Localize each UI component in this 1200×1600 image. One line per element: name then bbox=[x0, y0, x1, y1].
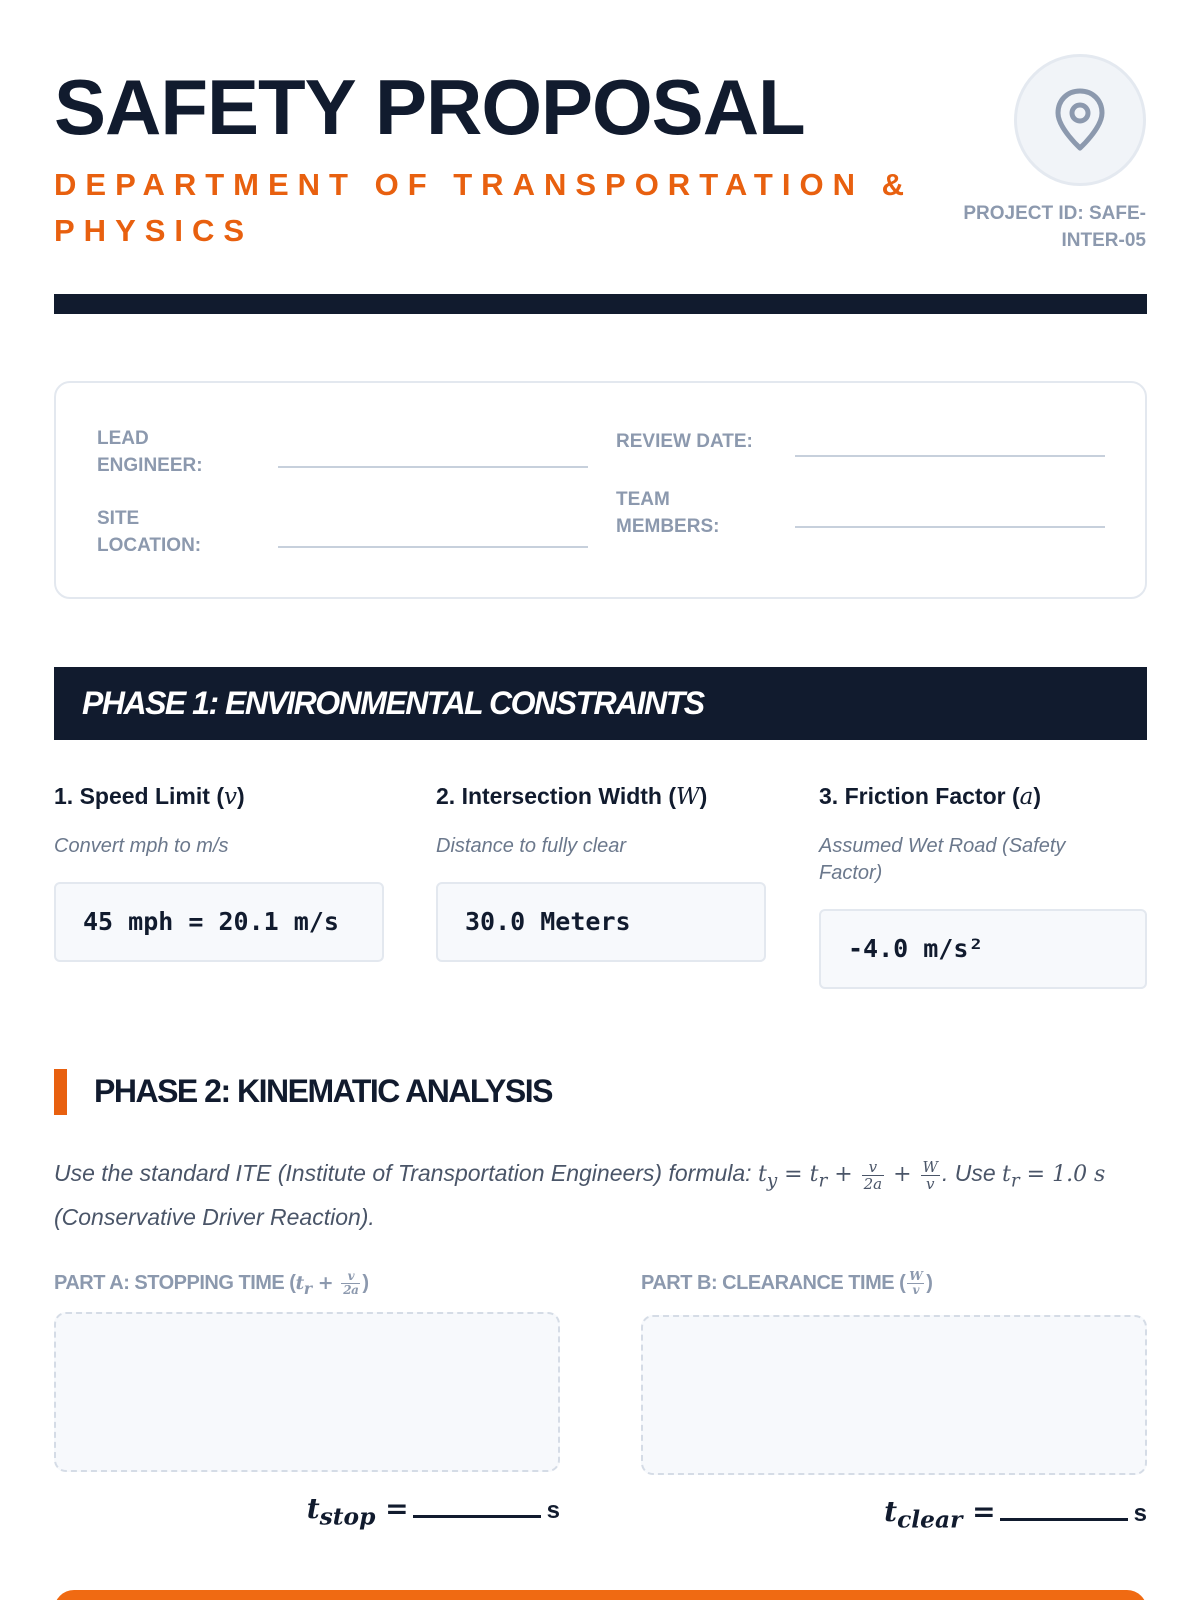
phase2-accent-bar bbox=[54, 1069, 67, 1115]
header-divider bbox=[54, 294, 1147, 314]
intersection-width-value: 30.0 Meters bbox=[436, 882, 766, 962]
clearance-time-blank[interactable] bbox=[1000, 1503, 1128, 1521]
phase1-header bbox=[54, 667, 1147, 740]
part-a-label: PART A: STOPPING TIME ($t_r$ + $\frac{v}{2a}$ ) bbox=[54, 1269, 369, 1298]
phase1-title: PHASE 1: ENVIRONMENTAL CONSTRAINTS bbox=[82, 685, 704, 721]
intersection-width-desc: Distance to fully clear bbox=[436, 835, 627, 857]
intersection-width-card bbox=[436, 780, 766, 962]
logo-badge bbox=[1014, 54, 1146, 186]
ite-formula: $t_y = t_r$ + $\frac{v}{2a}$ + $\frac{W}{v}$ bbox=[757, 1157, 938, 1193]
footer-accent-bar bbox=[54, 1590, 1147, 1600]
part-a-work-area[interactable] bbox=[54, 1312, 560, 1472]
speed-limit-value: 45 mph = 20.1 m/s bbox=[54, 882, 384, 962]
lead-engineer-label: LEAD ENGINEER: bbox=[97, 428, 203, 476]
intersection-width-title: 2. Intersection Width (W) bbox=[436, 783, 708, 810]
project-id: PROJECT ID: SAFE-INTER-05 bbox=[963, 203, 1146, 251]
team-members-label: TEAM MEMBERS: bbox=[616, 489, 720, 537]
stopping-time-blank[interactable] bbox=[413, 1500, 541, 1518]
review-date-label: REVIEW DATE: bbox=[616, 431, 753, 452]
friction-factor-card bbox=[819, 780, 1147, 989]
project-info-box bbox=[54, 381, 1147, 599]
part-a-answer: $t_{stop} = s$ bbox=[306, 1492, 560, 1531]
friction-factor-value: -4.0 m/s² bbox=[819, 909, 1147, 989]
speed-limit-desc: Convert mph to m/s bbox=[54, 835, 229, 857]
map-pin-icon bbox=[1052, 87, 1108, 153]
review-date-field[interactable] bbox=[795, 455, 1105, 457]
part-b-answer: $t_{clear} = s$ bbox=[884, 1495, 1147, 1534]
part-b-work-area[interactable] bbox=[641, 1315, 1147, 1475]
lead-engineer-field[interactable] bbox=[278, 466, 588, 468]
part-b-label: PART B: CLEARANCE TIME ( $\frac{W}{v}$ ) bbox=[641, 1269, 933, 1298]
page-title: SAFETY PROPOSAL bbox=[54, 63, 805, 151]
phase2-title: PHASE 2: KINEMATIC ANALYSIS bbox=[94, 1073, 552, 1109]
site-location-label: SITE LOCATION: bbox=[97, 508, 202, 556]
reaction-time-value: $t_r = 1.0$ s bbox=[1002, 1162, 1106, 1192]
department-subtitle: DEPARTMENT OF TRANSPORTATION & PHYSICS bbox=[54, 167, 913, 248]
speed-limit-card bbox=[54, 780, 384, 962]
speed-limit-title: 1. Speed Limit (v) bbox=[54, 783, 245, 810]
formula-instructions: Use the standard ITE (Institute of Transportation Engineers) formula: $t_y = t_r$ + $\frac{v}{2a}$ + $\frac{W}{v}$ . Use $t_r = 1.0$ s (Conservative Driver Reaction). bbox=[54, 1157, 1106, 1231]
friction-factor-desc: Assumed Wet Road (Safety Factor) bbox=[819, 835, 1066, 884]
friction-factor-title: 3. Friction Factor (a) bbox=[819, 783, 1042, 810]
site-location-field[interactable] bbox=[278, 546, 588, 548]
team-members-field[interactable] bbox=[795, 526, 1105, 528]
